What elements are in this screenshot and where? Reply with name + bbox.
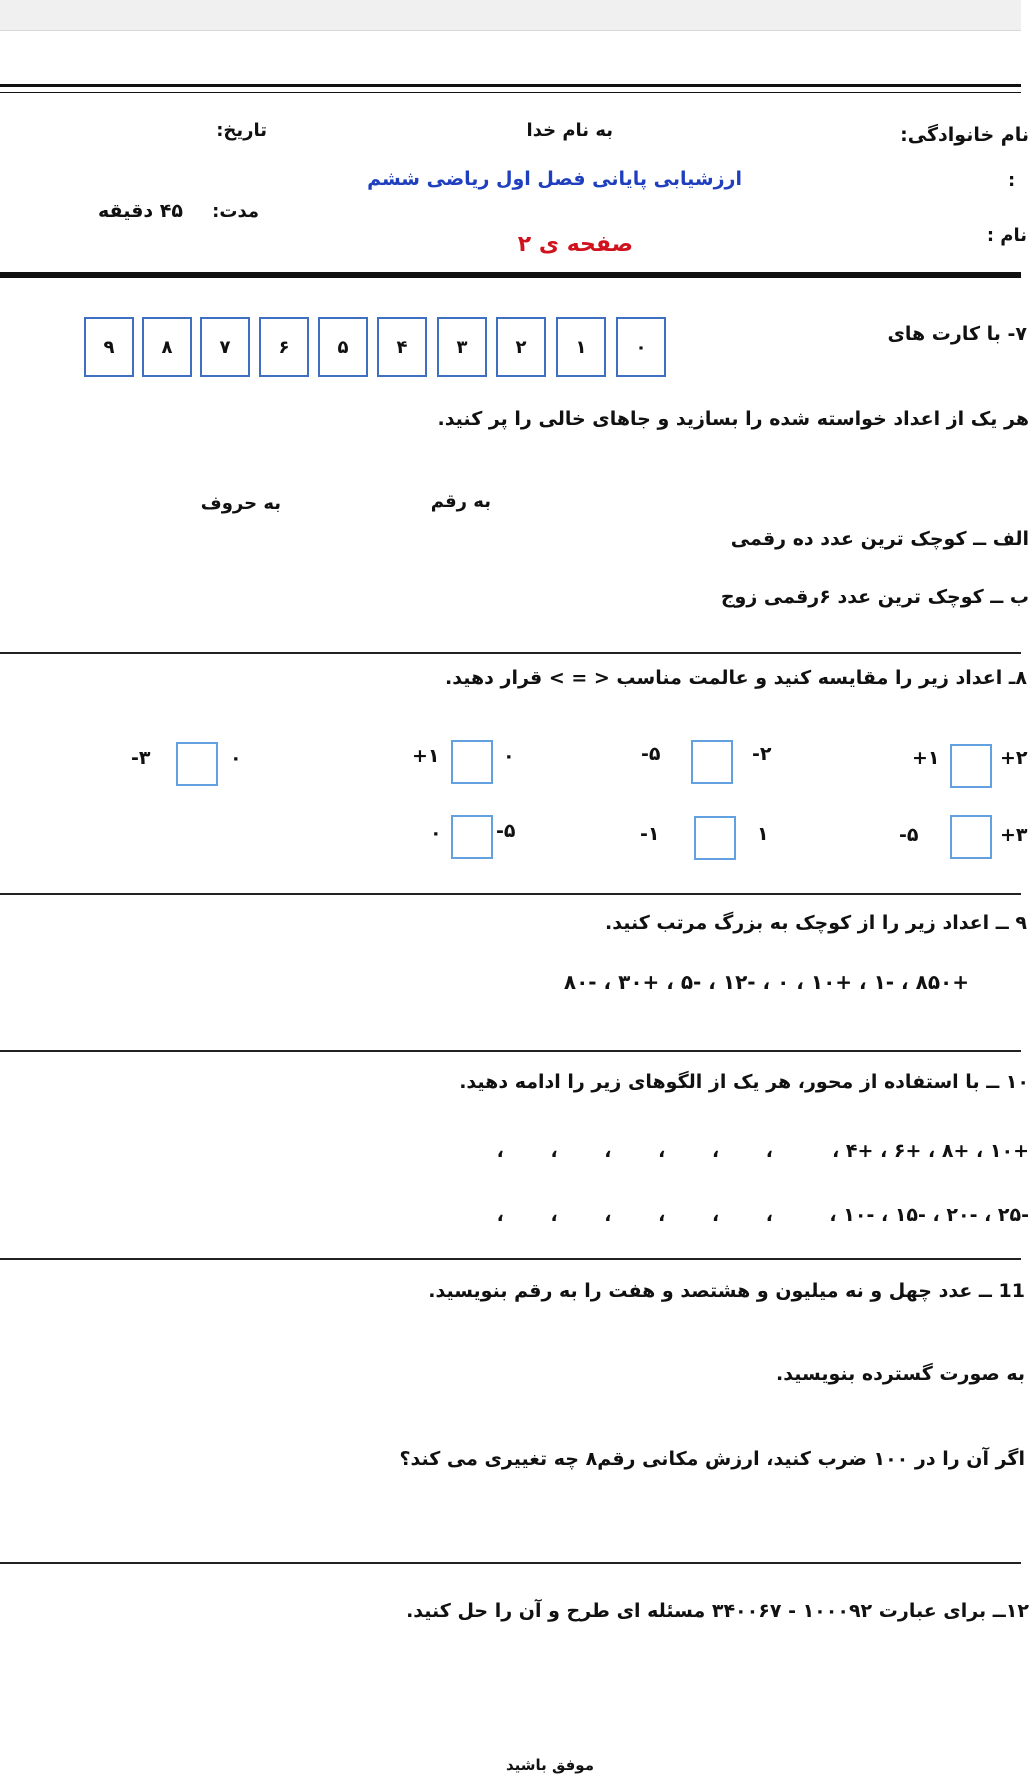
q11-multiply-question: اگر آن را در ۱۰۰ ضرب کنید، ارزش مکانی رقم۸ چه تغییری می کند؟ <box>399 1448 1025 1470</box>
compare-box-r1c3[interactable] <box>451 740 493 784</box>
compare-box-r2c2[interactable] <box>694 816 736 860</box>
q8-r2c1-right: -۵ <box>899 824 919 846</box>
in-the-name-of-god: به نام خدا <box>526 120 613 141</box>
q10-pattern-1-blanks: ، ، ، ، ، ، <box>496 1140 773 1162</box>
digit-card-0: ۰ <box>616 317 666 377</box>
header-bottom-rule <box>0 272 1021 278</box>
digit-card-1: ۱ <box>556 317 606 377</box>
q8-r2c3-left: -۵ <box>496 820 516 842</box>
q7-instruction: هر یک از اعداد خواسته شده را بسازید و جاهای خالی را پر کنید. <box>437 408 1029 430</box>
column-in-digits: به رقم <box>430 491 491 512</box>
header-top-rule-thin <box>0 92 1021 93</box>
q7-part-a: الف ــ کوچک ترین عدد ده رقمی <box>730 528 1029 550</box>
digit-card-9: ۹ <box>84 317 134 377</box>
date-label: تاریخ: <box>216 120 267 141</box>
q8-r1c4-left: ۰ <box>230 747 242 769</box>
separator-q10 <box>0 1050 1021 1052</box>
q8-r1c3-left: ۰ <box>503 745 515 767</box>
digit-card-7: ۷ <box>200 317 250 377</box>
field-colon: : <box>1008 170 1016 191</box>
q8-r1c1-left: +۲ <box>1000 747 1028 769</box>
digit-card-8: ۸ <box>142 317 192 377</box>
browser-top-bar <box>0 0 1021 31</box>
q11-instruction: 11 ــ عدد چهل و نه میلیون و هشتصد و هفت را به رقم بنویسید. <box>428 1280 1025 1302</box>
compare-box-r2c3[interactable] <box>451 815 493 859</box>
duration-value: ۴۵ دقیقه <box>98 200 183 222</box>
exam-title: ارزشیابی پایانی فصل اول ریاضی ششم <box>367 168 742 190</box>
compare-box-r1c2[interactable] <box>691 740 733 784</box>
separator-q11 <box>0 1258 1021 1260</box>
separator-q8 <box>0 652 1021 654</box>
digit-card-5: ۵ <box>318 317 368 377</box>
good-luck-footer: موفق باشید <box>505 1756 594 1774</box>
q8-r2c2-right: -۱ <box>640 823 660 845</box>
column-in-words: به حروف <box>200 493 281 514</box>
compare-box-r1c4[interactable] <box>176 742 218 786</box>
q8-r2c1-left: +۳ <box>1000 824 1028 846</box>
family-name-label: نام خانوادگی: <box>900 124 1029 146</box>
q9-instruction: ۹ ــ اعداد زیر را از کوچک به بزرگ مرتب کنید. <box>605 912 1027 934</box>
compare-box-r1c1[interactable] <box>950 744 992 788</box>
q11-expanded-form: به صورت گسترده بنویسید. <box>776 1363 1025 1385</box>
duration-label: مدت: <box>212 201 259 222</box>
q8-r1c2-left: -۲ <box>752 743 772 765</box>
q7-part-b: ب ــ کوچک ترین عدد ۶رقمی زوج <box>720 586 1029 608</box>
q7-prefix: ۷- با کارت های <box>887 323 1027 345</box>
q8-r1c2-right: -۵ <box>641 743 661 765</box>
q9-numbers: +۸۵۰ ، -۱ ، +۱۰ ، ۰ ، -۱۲ ، -۵ ، +۳۰ ، -۸۰ <box>563 970 969 994</box>
separator-q12 <box>0 1562 1021 1564</box>
q10-pattern-2-blanks: ، ، ، ، ، ، <box>496 1204 773 1226</box>
header-top-rule <box>0 84 1021 87</box>
q8-r2c2-left: ۱ <box>757 823 769 845</box>
page-number: صفحه ی ۲ <box>517 232 633 257</box>
digit-card-2: ۲ <box>496 317 546 377</box>
q8-r1c1-right: +۱ <box>912 747 940 769</box>
q10-instruction: ۱۰ ــ با استفاده از محور، هر یک از الگوهای زیر را ادامه دهید. <box>459 1071 1029 1093</box>
q12-instruction: ۱۲ــ برای عبارت ۱۰۰۰۹۲ - ۳۴۰۰۶۷ مسئله ای طرح و آن را حل کنید. <box>406 1600 1029 1622</box>
name-label: نام : <box>986 225 1027 246</box>
q8-r1c3-right: +۱ <box>412 745 440 767</box>
compare-box-r2c1[interactable] <box>950 815 992 859</box>
digit-card-4: ۴ <box>377 317 427 377</box>
q8-r2c3-right: ۰ <box>430 822 442 844</box>
q8-instruction: ۸ـ اعداد زیر را مقایسه کنید و عالمت مناسب < = > قرار دهید. <box>445 667 1027 689</box>
q8-r1c4-right: -۳ <box>131 747 151 769</box>
digit-card-6: ۶ <box>259 317 309 377</box>
digit-card-3: ۳ <box>437 317 487 377</box>
q10-pattern-2: -۲۵ ، -۲۰ ، -۱۵ ، -۱۰ ، <box>829 1204 1029 1226</box>
separator-q9 <box>0 893 1021 895</box>
q10-pattern-1: +۱۰ ، +۸ ، +۶ ، +۴ ، <box>832 1140 1029 1162</box>
